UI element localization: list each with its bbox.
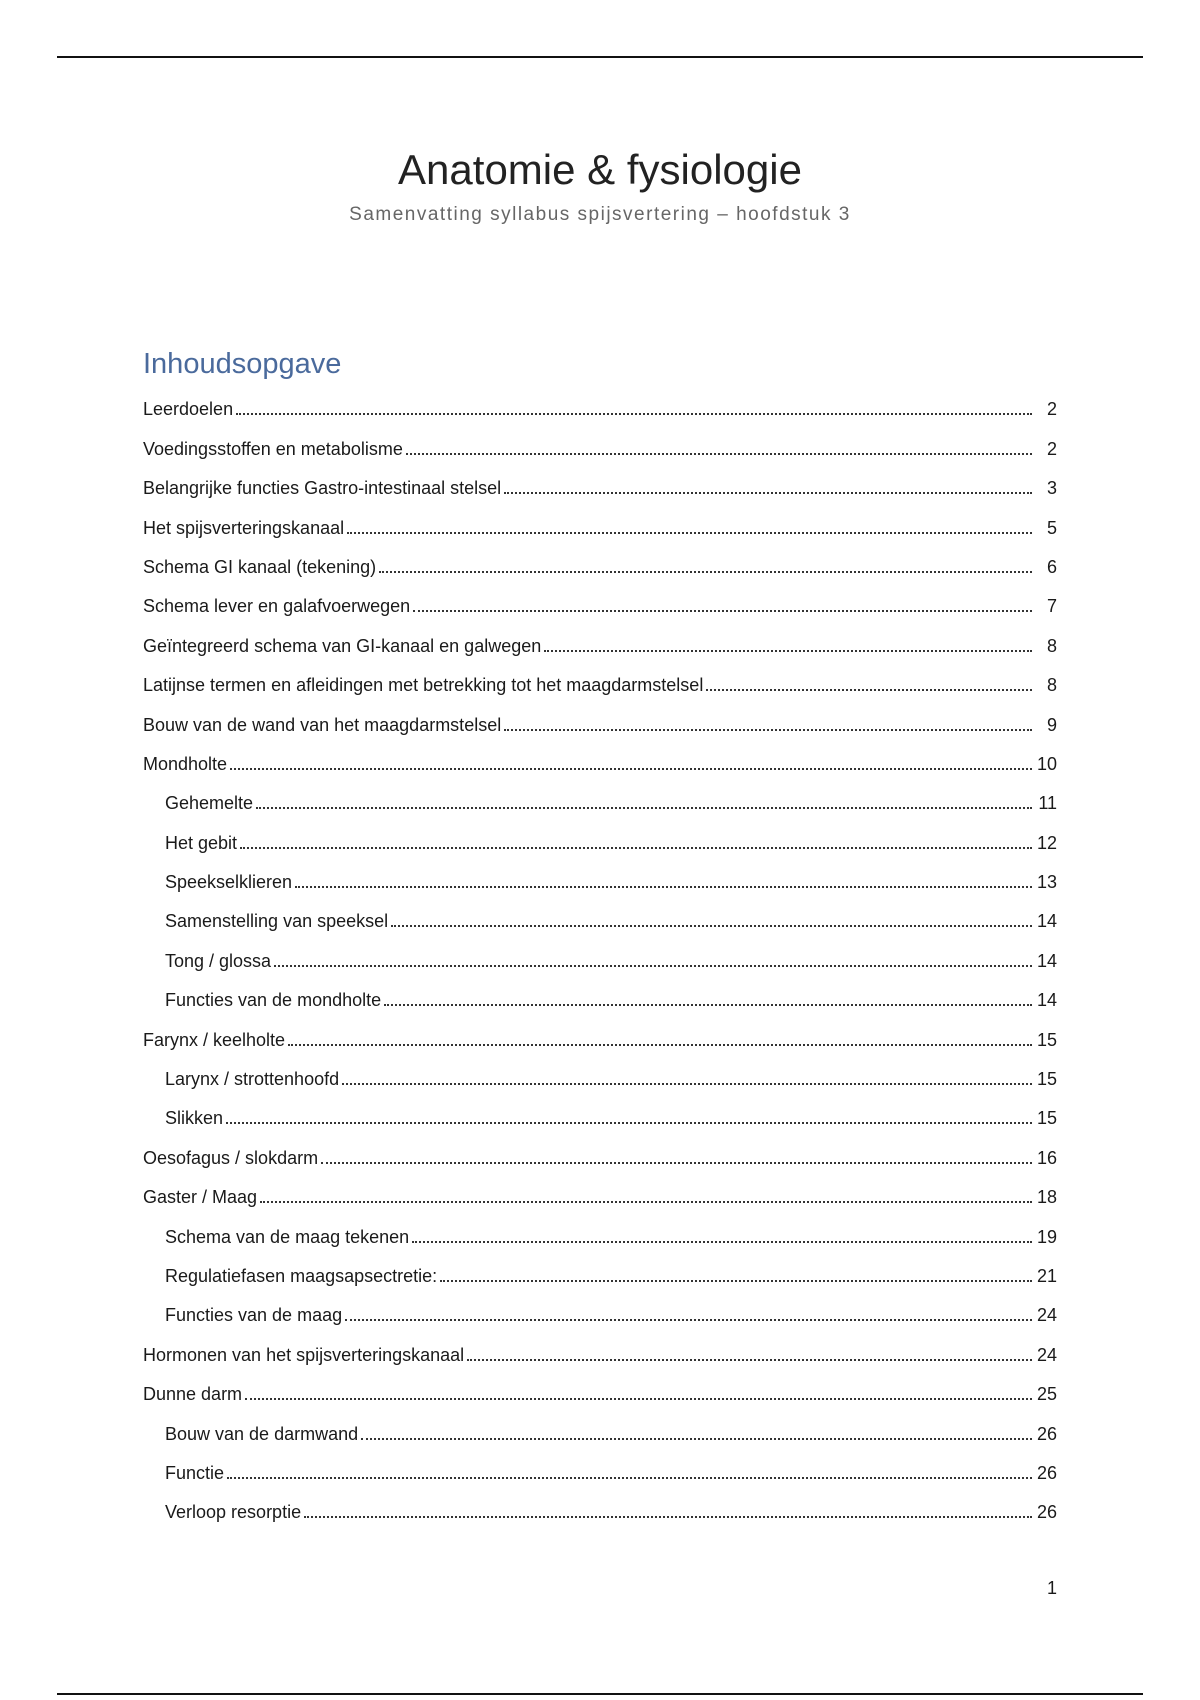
toc-entry-page[interactable]: 8 (1046, 635, 1057, 656)
toc-dot-leader (361, 1438, 1032, 1440)
toc-entry-page[interactable]: 7 (1046, 596, 1057, 617)
toc-entry-page[interactable]: 14 (1036, 911, 1057, 932)
document-subtitle: Samenvatting syllabus spijsvertering – hoofdstuk 3 (349, 204, 851, 225)
toc-entry[interactable] (143, 739, 1057, 778)
toc-entry-page[interactable]: 24 (1036, 1344, 1057, 1365)
toc-dot-leader (256, 807, 1032, 809)
toc-dot-leader (321, 1162, 1032, 1164)
toc-entry-title[interactable]: Verloop resorptie (165, 1502, 302, 1523)
toc-entry-title[interactable]: Gaster / Maag (143, 1187, 258, 1208)
toc-entry[interactable] (143, 1487, 1057, 1526)
toc-entry-page[interactable]: 26 (1036, 1502, 1057, 1523)
toc-entry[interactable] (143, 1251, 1057, 1290)
toc-entry[interactable] (143, 935, 1057, 974)
toc-entry-title[interactable]: Voedingsstoffen en metabolisme (143, 438, 403, 459)
toc-heading: Inhoudsopgave (143, 348, 342, 380)
toc-entry-title[interactable]: Het gebit (165, 832, 238, 853)
toc-entry[interactable] (143, 502, 1057, 541)
toc-entry-title[interactable]: Hormonen van het spijsverteringskanaal (143, 1344, 465, 1365)
toc-dot-leader (295, 886, 1032, 888)
toc-dot-leader (413, 610, 1032, 612)
toc-dot-leader (467, 1359, 1032, 1361)
toc-entry[interactable] (143, 384, 1057, 423)
toc-entry[interactable] (143, 1093, 1057, 1132)
toc-entry-title[interactable]: Mondholte (143, 753, 228, 774)
toc-entry-page[interactable]: 26 (1036, 1423, 1057, 1444)
toc-entry-title[interactable]: Belangrijke functies Gastro-intestinaal stelsel (143, 478, 502, 499)
toc-entry-page[interactable]: 15 (1036, 1108, 1057, 1129)
toc-entry-title[interactable]: Bouw van de wand van het maagdarmstelsel (143, 714, 502, 735)
document-title: Anatomie & fysiologie (398, 146, 802, 193)
toc-dot-leader (345, 1319, 1032, 1321)
toc-entry[interactable] (143, 1369, 1057, 1408)
toc-dot-leader (226, 1122, 1032, 1124)
toc-entry-page[interactable]: 2 (1046, 399, 1057, 420)
toc-dot-leader (440, 1280, 1032, 1282)
toc-entry[interactable] (143, 1014, 1057, 1053)
toc-entry-title[interactable]: Functies van de mondholte (165, 990, 382, 1011)
toc-entry-title[interactable]: Regulatiefasen maagsapsectretie: (165, 1265, 438, 1286)
toc-entry-page[interactable]: 15 (1036, 1069, 1057, 1090)
toc-entry[interactable] (143, 778, 1057, 817)
toc-entry[interactable] (143, 660, 1057, 699)
toc-entry-page[interactable]: 10 (1036, 753, 1057, 774)
toc-dot-leader (230, 768, 1032, 770)
toc-entry-page[interactable]: 2 (1046, 438, 1057, 459)
toc-entry-title[interactable]: Slikken (165, 1108, 224, 1129)
toc-entry-title[interactable]: Larynx / strottenhoofd (165, 1069, 340, 1090)
toc-entry-title[interactable]: Latijnse termen en afleidingen met betrekking tot het maagdarmstelsel (143, 675, 704, 696)
page-number: 1 (1046, 1578, 1057, 1598)
toc-dot-leader (406, 453, 1032, 455)
toc-entry-page[interactable]: 12 (1036, 832, 1057, 853)
toc-entry-title[interactable]: Schema lever en galafvoerwegen (143, 596, 411, 617)
toc-dot-leader (304, 1516, 1032, 1518)
toc-entry-page[interactable]: 25 (1036, 1384, 1057, 1405)
toc-dot-leader (412, 1241, 1032, 1243)
toc-entry-title[interactable]: Farynx / keelholte (143, 1029, 286, 1050)
toc-entry-title[interactable]: Het spijsverteringskanaal (143, 517, 345, 538)
toc-dot-leader (236, 413, 1032, 415)
toc-entry-page[interactable]: 15 (1036, 1029, 1057, 1050)
toc-entry-title[interactable]: Functies van de maag (165, 1305, 343, 1326)
toc-entry-title[interactable]: Samenstelling van speeksel (165, 911, 389, 932)
toc-dot-leader (227, 1477, 1032, 1479)
toc-entry-page[interactable]: 21 (1036, 1265, 1057, 1286)
toc-entry[interactable] (143, 1211, 1057, 1250)
toc-dot-leader (706, 689, 1032, 691)
toc-entry[interactable] (143, 1448, 1057, 1487)
toc-entry[interactable] (143, 463, 1057, 502)
toc-entry-page[interactable]: 14 (1036, 950, 1057, 971)
toc-entry[interactable] (143, 1329, 1057, 1368)
footer-rule (57, 1693, 1143, 1695)
toc-entry-page[interactable]: 14 (1036, 990, 1057, 1011)
toc-entry[interactable] (143, 857, 1057, 896)
toc-entry[interactable] (143, 423, 1057, 462)
toc-entry-page[interactable]: 3 (1046, 478, 1057, 499)
toc-entry[interactable] (143, 1132, 1057, 1171)
toc-dot-leader (379, 571, 1032, 573)
toc-entry-page[interactable]: 5 (1046, 517, 1057, 538)
toc-entry-title[interactable]: Bouw van de darmwand (165, 1423, 359, 1444)
toc-dot-leader (504, 492, 1032, 494)
toc-entry[interactable] (143, 817, 1057, 856)
toc-dot-leader (274, 965, 1032, 967)
toc-entry-page[interactable]: 16 (1036, 1147, 1057, 1168)
toc-entry[interactable] (143, 620, 1057, 659)
toc-entry-title[interactable]: Tong / glossa (165, 950, 272, 971)
toc-entry[interactable] (143, 896, 1057, 935)
toc-entry-page[interactable]: 9 (1046, 714, 1057, 735)
toc-entry-title[interactable]: Dunne darm (143, 1384, 243, 1405)
toc-dot-leader (347, 532, 1032, 534)
toc-entry-title[interactable]: Speekselklieren (165, 872, 293, 893)
toc-entry[interactable] (143, 1408, 1057, 1447)
toc-entry-title[interactable]: Geïntegreerd schema van GI-kanaal en galwegen (143, 635, 542, 656)
toc-entry[interactable] (143, 1172, 1057, 1211)
toc-entry-page[interactable]: 11 (1038, 793, 1057, 814)
toc-entry-page[interactable]: 19 (1036, 1226, 1057, 1247)
toc-dot-leader (288, 1044, 1032, 1046)
toc-entry[interactable] (143, 1054, 1057, 1093)
toc-entry-page[interactable]: 6 (1046, 556, 1057, 577)
toc-entry[interactable] (143, 581, 1057, 620)
toc-dot-leader (504, 729, 1032, 731)
toc-entry-title[interactable]: Schema GI kanaal (tekening) (143, 556, 377, 577)
toc-dot-leader (391, 925, 1032, 927)
toc-entry-title[interactable]: Oesofagus / slokdarm (143, 1147, 319, 1168)
toc-entry-page[interactable]: 24 (1036, 1305, 1057, 1326)
toc-entry[interactable] (143, 1290, 1057, 1329)
toc-entry-title[interactable]: Schema van de maag tekenen (165, 1226, 410, 1247)
toc-dot-leader (240, 847, 1032, 849)
toc-entry[interactable] (143, 542, 1057, 581)
toc-entry-page[interactable]: 8 (1046, 675, 1057, 696)
toc-entry-title[interactable]: Gehemelte (165, 793, 254, 814)
toc-dot-leader (544, 650, 1032, 652)
toc-dot-leader (384, 1004, 1032, 1006)
toc-entry-page[interactable]: 18 (1036, 1187, 1057, 1208)
toc-entry-title[interactable]: Leerdoelen (143, 399, 234, 420)
toc-dot-leader (260, 1201, 1032, 1203)
toc-dot-leader (342, 1083, 1032, 1085)
table-of-contents (143, 384, 1057, 1526)
toc-entry-title[interactable]: Functie (165, 1462, 225, 1483)
toc-entry-page[interactable]: 26 (1036, 1462, 1057, 1483)
toc-entry-page[interactable]: 13 (1036, 872, 1057, 893)
toc-dot-leader (245, 1398, 1032, 1400)
header-rule (57, 56, 1143, 58)
toc-entry[interactable] (143, 975, 1057, 1014)
toc-entry[interactable] (143, 699, 1057, 738)
